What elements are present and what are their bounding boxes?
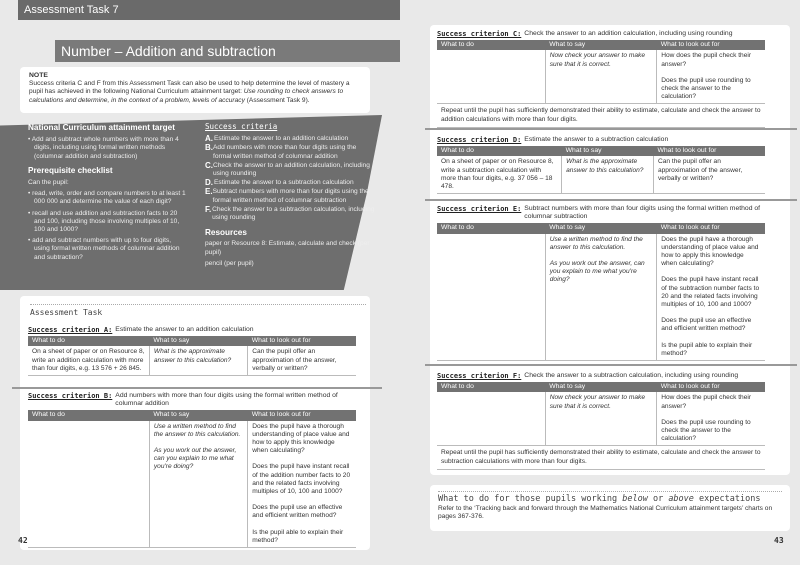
table-header-row xyxy=(437,382,765,392)
criterion-a xyxy=(28,326,356,376)
repeat-note: Repeat until the pupil has sufficiently demonstrated their ability to estimate, calculate and check the answer to subtraction calculations with more than four digits. xyxy=(437,446,765,469)
nc-heading: National Curriculum attainment target xyxy=(28,123,175,132)
criterion-table xyxy=(437,40,765,104)
look-out-for-text: Does the pupil use an effective and efficient written method? xyxy=(252,504,343,520)
assessment-task-heading: Assessment Task xyxy=(30,304,366,317)
look-out-for-cell xyxy=(653,156,765,193)
expectations-heading-end: expectations xyxy=(693,494,761,504)
column-header: What to say xyxy=(562,146,654,156)
criterion-d xyxy=(437,136,765,194)
look-out-for-text: Does the pupil have a thorough understanding of place value and how to apply this knowledge when calculating? xyxy=(661,235,759,268)
criterion-heading xyxy=(28,392,356,408)
success-criterion-item xyxy=(205,135,375,143)
criterion-key: Success criterion E: xyxy=(437,205,522,213)
look-out-for-text: Is the pupil able to explain their method? xyxy=(252,528,344,544)
what-to-say-text: What is the approximate answer to this calculation? xyxy=(566,158,644,174)
look-out-for-text: How does the pupil check their answer? xyxy=(661,394,752,410)
look-out-for-text: Does the pupil use rounding to check the answer to the calculation? xyxy=(661,418,751,443)
column-header: What to look out for xyxy=(657,40,765,50)
success-criterion-item xyxy=(205,162,375,178)
criterion-text: Check the answer to a subtraction calculation, including using rounding xyxy=(212,205,375,222)
look-out-for-text: Does the pupil have a thorough understanding of place value and how to apply this knowledge when calculating? xyxy=(252,422,350,455)
look-out-for-text: Does the pupil use an effective and efficient written method? xyxy=(661,317,752,333)
look-out-for-text: Does the pupil have instant recall of the subtraction number facts to 20 and the related facts involving multiples of 10, 100 and 1000? xyxy=(661,276,760,309)
criterion-table xyxy=(437,223,765,361)
column-header: What to say xyxy=(545,382,657,392)
criterion-key: Success criterion D: xyxy=(437,136,522,144)
look-out-for-text: How does the pupil check their answer? xyxy=(661,52,752,68)
what-to-say-text: As you work out the answer, can you explain to me what you're doing? xyxy=(549,260,645,284)
table-row xyxy=(28,421,356,548)
prereq-intro: Can the pupil: xyxy=(28,179,69,187)
divider xyxy=(425,199,797,201)
look-out-for-text: Does the pupil use rounding to check the answer to the calculation? xyxy=(661,76,751,101)
column-header: What to look out for xyxy=(248,410,356,420)
table-header-row xyxy=(28,336,356,346)
expectations-below: below xyxy=(622,494,648,504)
note-heading: NOTE xyxy=(29,72,48,79)
page-title: Number – Addition and subtraction xyxy=(55,40,400,62)
column-header: What to look out for xyxy=(657,382,765,392)
success-criterion-item xyxy=(205,179,375,187)
criterion-text: Estimate the answer to a subtraction calculation xyxy=(214,179,354,187)
what-to-say-text: As you work out the answer, can you explain to me what you're doing? xyxy=(153,447,237,471)
what-to-say-text: Use a written method to find the answer to this calculation. xyxy=(549,235,643,251)
criterion-text: Subtract numbers with more than four digits using the formal written method of columnar subtraction xyxy=(212,188,369,204)
criterion-letter: B. xyxy=(205,143,213,153)
note-box xyxy=(20,67,370,113)
criterion-description: Subtract numbers with more than four digits using the formal written method of columnar subtraction xyxy=(524,205,761,221)
criterion-key: Success criterion C: xyxy=(437,30,522,38)
prereq-item: • add and subtract numbers with up to four digits, using formal written methods of columnar addition and subtraction? xyxy=(28,237,180,261)
column-header: What to say xyxy=(149,410,247,420)
criterion-letter: D. xyxy=(205,178,213,188)
criterion-e xyxy=(437,205,765,361)
what-to-do-cell xyxy=(28,421,149,548)
criterion-description: Add numbers with more than four digits using the formal written method of columnar addition xyxy=(115,392,338,408)
prereq-heading: Prerequisite checklist xyxy=(28,165,113,175)
criterion-table xyxy=(437,146,765,194)
divider xyxy=(425,128,797,130)
success-criteria-heading: Success criteria xyxy=(205,122,278,131)
expectations-box xyxy=(430,485,790,531)
criterion-c xyxy=(437,30,765,128)
criterion-description: Check the answer to an addition calculation, including using rounding xyxy=(524,30,733,37)
what-to-say-cell xyxy=(545,234,657,361)
criterion-f xyxy=(437,372,765,470)
what-to-say-cell xyxy=(545,50,657,104)
look-out-for-cell xyxy=(248,346,356,375)
criterion-table xyxy=(28,336,356,376)
criterion-table xyxy=(437,382,765,446)
overview-left-column xyxy=(28,119,188,262)
what-to-say-cell xyxy=(562,156,654,193)
criterion-key: Success criterion F: xyxy=(437,372,522,380)
table-header-row xyxy=(437,40,765,50)
criterion-letter: F. xyxy=(205,204,212,214)
look-out-for-cell xyxy=(657,234,765,361)
resource-item: paper or Resource 8: Estimate, calculate and check (per pupil) xyxy=(205,240,370,256)
look-out-for-text: Is the pupil able to explain their method? xyxy=(661,341,753,357)
column-header: What to look out for xyxy=(653,146,765,156)
column-header: What to do xyxy=(437,40,545,50)
assessment-task-tag: Assessment Task 7 xyxy=(18,0,400,20)
criterion-text: Check the answer to an addition calculation, including using rounding xyxy=(213,161,370,178)
prereq-item: • recall and use addition and subtraction facts to 20 and 100, including those involving multiples of 10, 100 and 1000? xyxy=(28,209,180,234)
column-header: What to say xyxy=(545,40,657,50)
nc-item: • Add and subtract whole numbers with more than 4 digits, including using formal written methods (columnar addition and subtraction) xyxy=(28,136,179,160)
column-header: What to do xyxy=(437,223,545,233)
prereq-item: • read, write, order and compare numbers to at least 1 000 000 and determine the value of each digit? xyxy=(28,190,186,206)
column-header: What to look out for xyxy=(248,336,356,346)
criterion-letter: A. xyxy=(205,134,213,144)
column-header: What to look out for xyxy=(657,223,765,233)
divider xyxy=(425,364,797,366)
what-to-say-text: Now check your answer to make sure that it is correct. xyxy=(549,394,646,410)
criterion-key: Success criterion A: xyxy=(28,326,113,334)
what-to-say-text: What is the approximate answer to this calculation? xyxy=(153,348,232,364)
table-row xyxy=(437,50,765,104)
what-to-say-text: Use a written method to find the answer to this calculation. xyxy=(153,422,241,438)
what-to-say-cell xyxy=(149,346,247,375)
criterion-key: Success criterion B: xyxy=(28,392,113,400)
column-header: What to do xyxy=(437,382,545,392)
resources-heading: Resources xyxy=(205,228,247,238)
what-to-say-text: Now check your answer to make sure that it is correct. xyxy=(549,52,646,68)
repeat-note: Repeat until the pupil has sufficiently demonstrated their ability to estimate, calculate and check the answer to addition calculations with more than four digits. xyxy=(437,104,765,127)
look-out-for-text: Can the pupil offer an approximation of the answer, verbally or written? xyxy=(657,158,743,182)
expectations-heading-text: What to do for those pupils working xyxy=(438,494,623,504)
look-out-for-text: Does the pupil have instant recall of the addition number facts to 20 and the related facts involving multiples of 10, 100 and 1000? xyxy=(252,463,351,496)
criterion-table xyxy=(28,410,356,548)
column-header: What to do xyxy=(28,410,149,420)
table-header-row xyxy=(437,223,765,233)
page-number-left: 42 xyxy=(18,536,28,545)
column-header: What to do xyxy=(437,146,562,156)
table-header-row xyxy=(437,146,765,156)
criterion-description: Check the answer to a subtraction calculation, including using rounding xyxy=(524,372,739,379)
criterion-letter: E. xyxy=(205,187,213,197)
table-row xyxy=(437,392,765,446)
criterion-heading xyxy=(437,205,765,221)
what-to-do-cell xyxy=(437,50,545,104)
column-header: What to say xyxy=(545,223,657,233)
column-header: What to do xyxy=(28,336,149,346)
criterion-description: Estimate the answer to a subtraction calculation xyxy=(524,136,669,143)
table-row xyxy=(437,156,765,193)
criterion-text: Add numbers with more than four digits using the formal written method of columnar addition xyxy=(213,144,357,160)
expectations-heading xyxy=(438,491,782,503)
table-row xyxy=(28,346,356,375)
criterion-heading xyxy=(437,30,765,38)
note-text: Success criteria C and F from this Assessment Task can also be used to help determine the level of mastery a pupil has achieved in the following National Curriculum attainment target: xyxy=(29,80,350,96)
overview-right-column xyxy=(205,119,375,268)
success-criterion-item xyxy=(205,206,375,222)
note-italic: Use rounding to check answers to calculations and determine, in the context of a problem, levels of accuracy xyxy=(29,88,344,104)
criterion-b xyxy=(28,392,356,548)
note-end: (Assessment Task 9). xyxy=(244,96,310,104)
divider xyxy=(12,387,382,389)
look-out-for-cell xyxy=(657,392,765,446)
criterion-letter: C. xyxy=(205,160,213,170)
criterion-heading xyxy=(28,326,356,334)
success-criterion-item xyxy=(205,188,375,204)
criterion-text: Estimate the answer to an addition calculation xyxy=(214,135,349,143)
what-to-say-cell xyxy=(149,421,247,548)
expectations-or: or xyxy=(647,494,669,504)
page-number-right: 43 xyxy=(774,536,784,545)
resource-item: pencil (per pupil) xyxy=(205,259,254,267)
success-criteria-list xyxy=(205,135,375,222)
what-to-do-cell xyxy=(437,234,545,361)
what-to-do-cell xyxy=(437,392,545,446)
table-header-row xyxy=(28,410,356,420)
what-to-say-cell xyxy=(545,392,657,446)
look-out-for-text: Can the pupil offer an approximation of the answer, verbally or written? xyxy=(252,348,337,372)
what-to-do-cell: On a sheet of paper or on Resource 8, write an addition calculation with more than four digits, e.g. 13 576 + 26 845. xyxy=(28,346,149,375)
look-out-for-cell xyxy=(248,421,356,548)
what-to-do-cell: On a sheet of paper or on Resource 8, write a subtraction calculation with more than four digits, e.g. 37 056 – 18 478. xyxy=(437,156,562,193)
criterion-heading xyxy=(437,372,765,380)
criterion-description: Estimate the answer to an addition calculation xyxy=(115,326,254,333)
success-criterion-item xyxy=(205,144,375,160)
criterion-heading xyxy=(437,136,765,144)
expectations-above: above xyxy=(668,494,694,504)
table-row xyxy=(437,234,765,361)
expectations-text: Refer to the ‘Tracking back and forward through the Mathematics National Curriculum attainment targets’ charts on pages 367-376. xyxy=(438,505,773,521)
column-header: What to say xyxy=(149,336,247,346)
look-out-for-cell xyxy=(657,50,765,104)
